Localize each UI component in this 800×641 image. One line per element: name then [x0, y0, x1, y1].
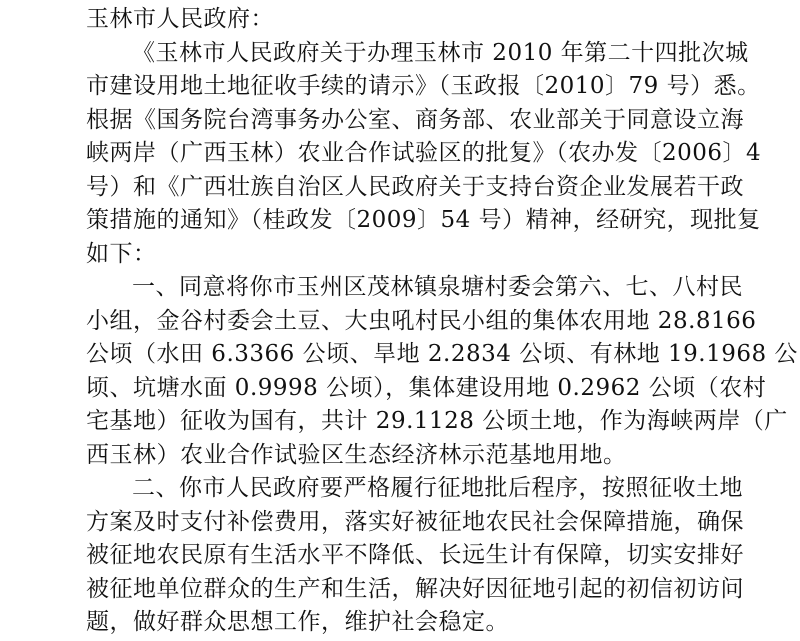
paragraph1-line: 根据《国务院台湾事务办公室、商务部、农业部关于同意设立海 — [86, 106, 744, 133]
paragraph2-line: 小组，金谷村委会土豆、大虫吼村民小组的集体农用地 28.8166 — [86, 307, 757, 334]
salutation: 玉林市人民政府： — [86, 6, 274, 32]
paragraph1-line: 《玉林市人民政府关于办理玉林市 2010 年第二十四批次城 — [132, 39, 749, 66]
paragraph1-line: 号）和《广西壮族自治区人民政府关于支持台资企业发展若干政 — [86, 173, 744, 200]
paragraph1-line: 峡两岸（广西玉林）农业合作试验区的批复》（农办发〔2006〕4 — [86, 140, 762, 166]
paragraph2-line: 宅基地）征收为国有，共计 29.1128 公顷土地，作为海峡两岸（广 — [86, 408, 788, 434]
paragraph2-line: 一、同意将你市玉州区茂林镇泉塘村委会第六、七、八村民 — [132, 274, 743, 300]
paragraph1-line: 策措施的通知》（桂政发〔2009〕54 号）精神，经研究，现批复 — [86, 207, 761, 233]
paragraph1-line: 市建设用地土地征收手续的请示》（玉政报〔2010〕79 号）悉。 — [86, 73, 761, 99]
paragraph3-line: 被征地农民原有生活水平不降低、长远生计有保障，切实安排好 — [86, 542, 744, 568]
paragraph1-line: 如下： — [86, 240, 157, 267]
paragraph2-line: 顷、坑塘水面 0.9998 公顷），集体建设用地 0.2962 公顷（农村 — [86, 374, 767, 401]
paragraph2-line: 西玉林）农业合作试验区生态经济林示范基地用地。 — [86, 441, 627, 468]
paragraph3-line: 方案及时支付补偿费用，落实好被征地农民社会保障措施，确保 — [86, 508, 744, 535]
paragraph3-line: 题，做好群众思想工作，维护社会稳定。 — [86, 609, 509, 635]
paragraph2-line: 公顷（水田 6.3366 公顷、旱地 2.2834 公顷、有林地 19.1968 公 — [86, 341, 798, 367]
paragraph3-line: 二、你市人民政府要严格履行征地批后程序，按照征收土地 — [132, 475, 743, 501]
paragraph3-line: 被征地单位群众的生产和生活，解决好因征地引起的初信初访问 — [86, 575, 744, 602]
